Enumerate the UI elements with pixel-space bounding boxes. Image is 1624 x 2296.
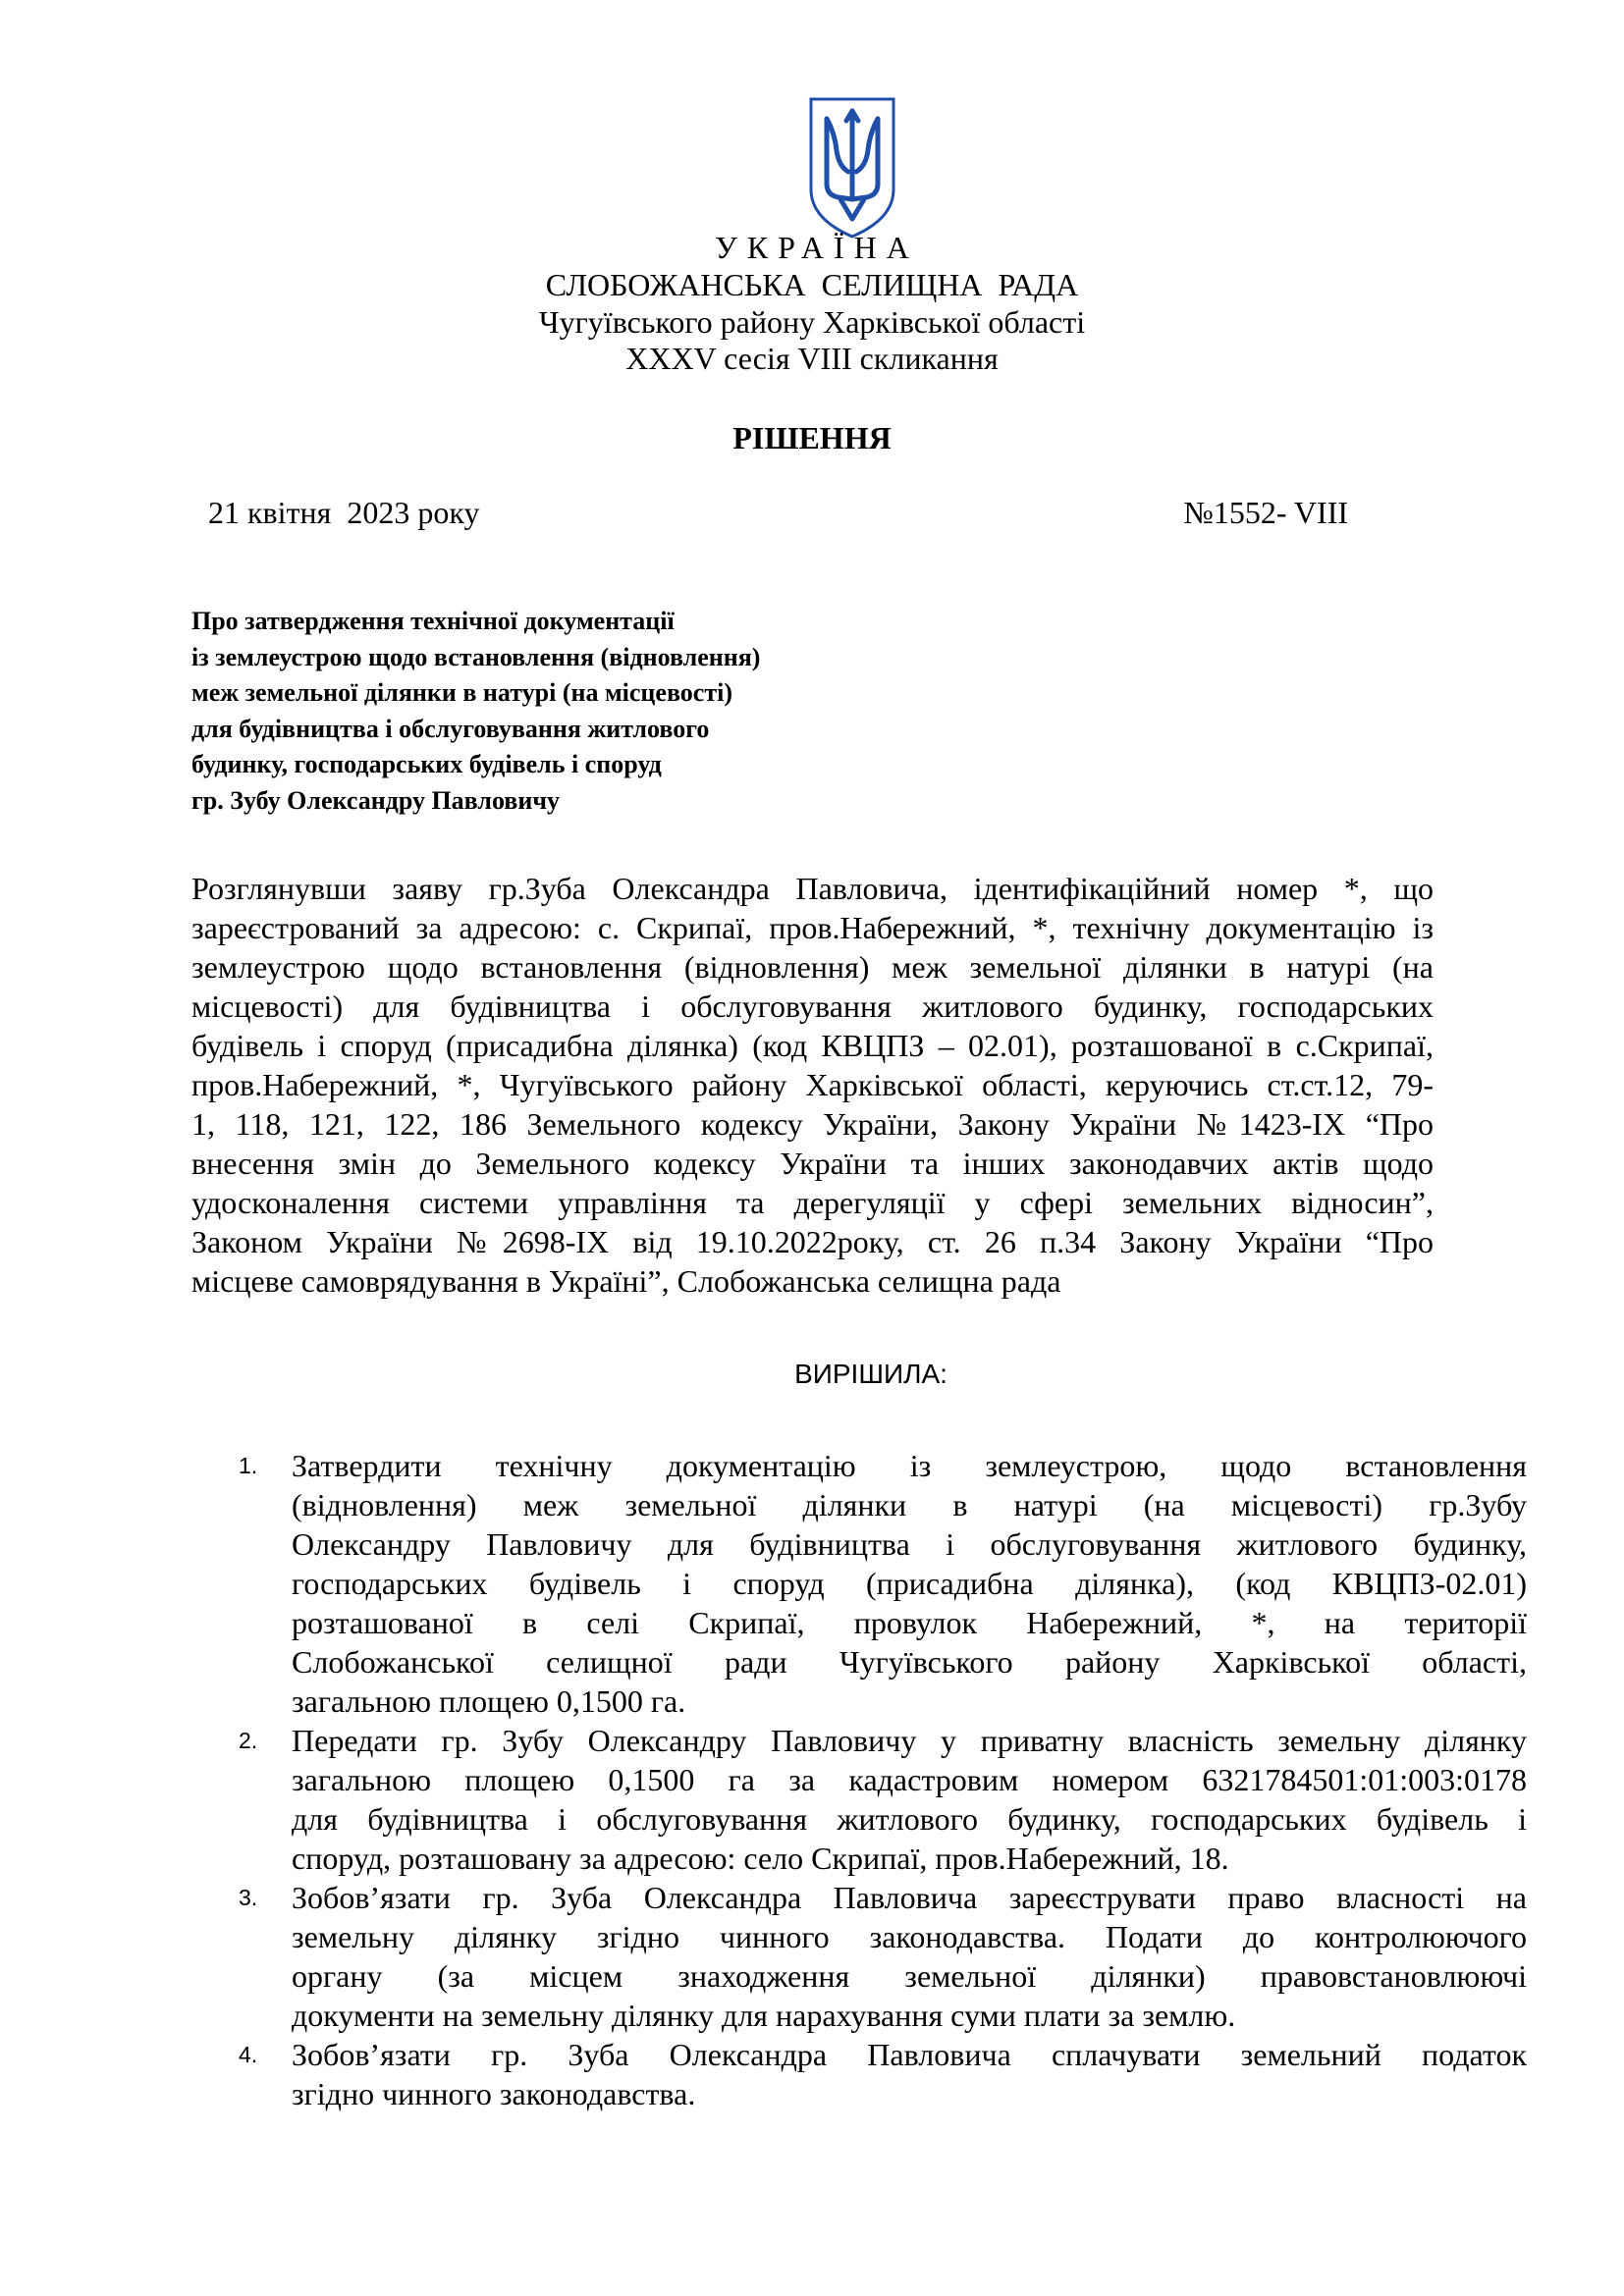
decision-number: №1552- VIII [1183, 495, 1348, 530]
session-info: XXXV сесія VIII скликання [625, 341, 999, 376]
preamble-line: внесення змін до Земельного кодексу України та інших законодавчих актів щодо [191, 1146, 1434, 1181]
item-line: господарських будівель і споруд (присадибна ділянка), (код КВЦПЗ-02.01) [292, 1566, 1527, 1601]
preamble-line: Розглянувши заяву гр.Зуба Олександра Павловича, ідентифікаційний номер *, що [191, 871, 1434, 906]
subject-line: меж земельної ділянки в натурі (на місцевості) [191, 678, 733, 707]
item-line: Передати гр. Зубу Олександру Павловичу у приватну власність земельну ділянку [292, 1723, 1527, 1758]
subject-line: будинку, господарських будівель і споруд [191, 750, 662, 778]
item-line: Затвердити технічну документацію із землеустрою, щодо встановлення [292, 1448, 1527, 1483]
item-line: земельну ділянку згідно чинного законодавства. Подати до контролюючого [292, 1919, 1527, 1954]
item-text [292, 1446, 1527, 1721]
decision-subject [191, 604, 760, 819]
item-line: для будівництва і обслуговування житлового будинку, господарських будівель і [292, 1801, 1527, 1837]
preamble-paragraph [191, 869, 1434, 1301]
item-line: Зобов’язати гр. Зуба Олександра Павловича зареєструвати право власності на [292, 1880, 1527, 1915]
item-line: (відновлення) меж земельної ділянки в натурі (на місцевості) гр.Зубу [292, 1487, 1527, 1522]
subject-line: гр. Зубу Олександру Павловичу [191, 785, 560, 815]
resolution-item-1 [191, 1446, 1527, 1721]
item-number: 1. [239, 1453, 258, 1478]
preamble-line: будівель і споруд (присадибна ділянка) (код КВЦПЗ – 02.01), розташованої в с.Скрипаї, [191, 1028, 1434, 1063]
resolution-item-3 [191, 1878, 1527, 2035]
item-line: загальною площею 0,1500 га за кадастровим номером 6321784501:01:003:0178 [292, 1762, 1527, 1797]
item-line: споруд, розташовану за адресою: село Скрипаї, пров.Набережний, 18. [292, 1841, 1229, 1876]
item-line: Слобожанської селищної ради Чугуївського району Харківської області, [292, 1644, 1527, 1680]
resolution-item-4 [191, 2035, 1527, 2113]
resolution-items [191, 1446, 1527, 2113]
item-text [292, 1878, 1527, 2035]
item-line: органу (за місцем знаходження земельної ділянки) правовстановлюючі [292, 1958, 1527, 1994]
item-line: Олександру Павловичу для будівництва і обслуговування житлового будинку, [292, 1526, 1527, 1562]
preamble-line: 1, 118, 121, 122, 186 Земельного кодексу України, Закону України №1423-IX “Про [191, 1106, 1434, 1142]
subject-line: із землеустрою щодо встановлення (відновлення) [191, 642, 761, 671]
subject-line: для будівництва і обслуговування житлового [191, 714, 710, 743]
trident-coat-of-arms-icon [805, 93, 899, 240]
item-line: розташованої в селі Скрипаї, провулок Набережний, *, на території [292, 1605, 1527, 1640]
decision-date: 21 квітня 2023 року [208, 495, 480, 530]
resolved-heading: ВИРІШИЛА: [794, 1359, 947, 1389]
item-line: документи на земельну ділянку для нарахування суми плати за землю. [292, 1998, 1236, 2033]
preamble-line: землеустрою щодо встановлення (відновлення) меж земельної ділянки в натурі (на [191, 949, 1434, 985]
document-title: РІШЕННЯ [732, 420, 892, 455]
item-line: згідно чинного законодавства. [292, 2076, 696, 2111]
preamble-line: удосконалення системи управління та дерегуляції у сфері земельних відносин”, [191, 1185, 1434, 1220]
item-number: 3. [239, 1885, 258, 1910]
region-name: Чугуївського району Харківської області [538, 304, 1086, 340]
item-line: загальною площею 0,1500 га. [292, 1683, 686, 1719]
item-line: Зобов’язати гр. Зуба Олександра Павловича сплачувати земельний податок [292, 2037, 1527, 2072]
preamble-line: пров.Набережний, *, Чугуївського району Харківської області, керуючись ст.ст.12, 79- [191, 1067, 1434, 1102]
country-name: УКРАЇНА [715, 230, 919, 265]
item-number: 2. [239, 1728, 258, 1753]
item-text [292, 2035, 1527, 2113]
item-number: 4. [239, 2042, 258, 2067]
preamble-line: зареєстрований за адресою: с. Скрипаї, пров.Набережний, *, технічну документацію із [191, 910, 1434, 945]
preamble-line: місцевості) для будівництва і обслуговування житлового будинку, господарських [191, 988, 1434, 1024]
resolution-item-2 [191, 1721, 1527, 1878]
council-name: СЛОБОЖАНСЬКА СЕЛИЩНА РАДА [545, 267, 1079, 302]
preamble-line: Законом України №2698-IX від 19.10.2022року, ст. 26 п.34 Закону України “Про [191, 1224, 1434, 1259]
item-text [292, 1721, 1527, 1878]
subject-line: Про затвердження технічної документації [191, 607, 675, 635]
preamble-line: місцеве самоврядування в Україні”, Слобожанська селищна рада [191, 1263, 1061, 1299]
